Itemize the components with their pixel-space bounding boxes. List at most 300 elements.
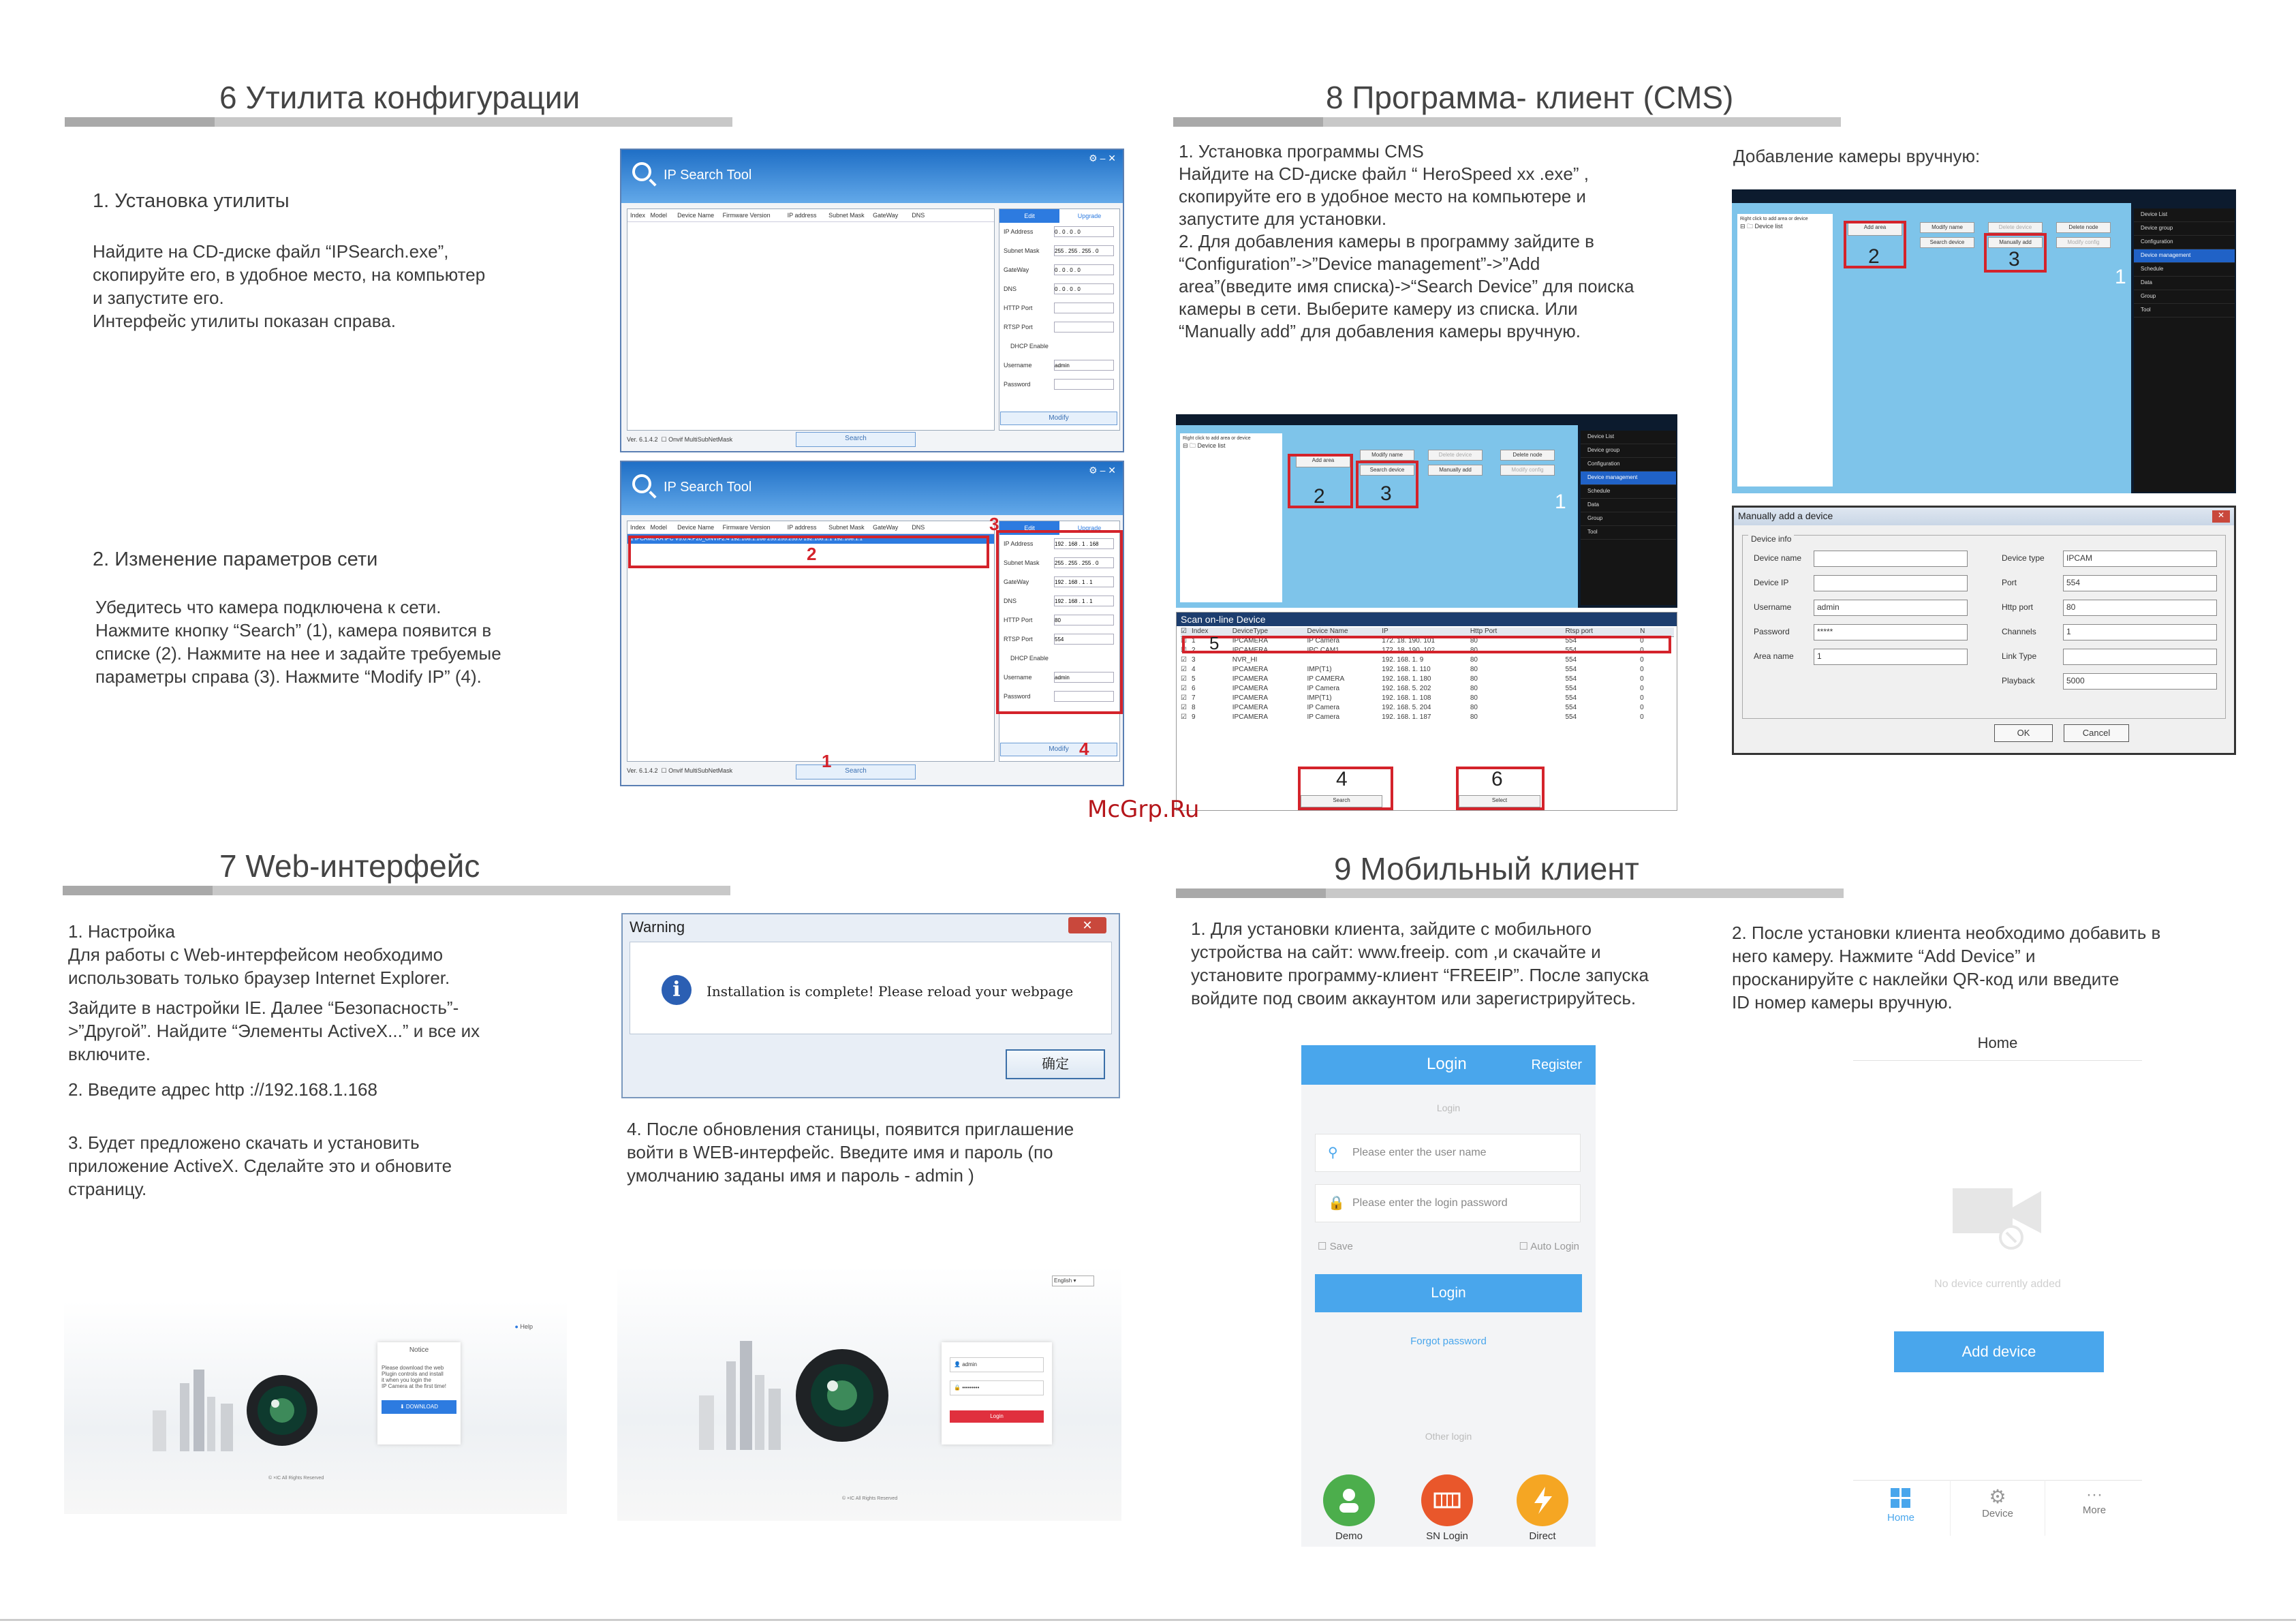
modify-name-button[interactable]: Modify name: [1920, 222, 1974, 233]
sn-login-label: SN Login: [1426, 1530, 1468, 1542]
field-input[interactable]: IPCAM: [2063, 551, 2217, 567]
column-header: IP: [1382, 628, 1389, 635]
field-row: [999, 280, 1119, 299]
search-icon: [632, 474, 651, 493]
table-cell: 0: [1640, 685, 1644, 692]
cms-sidebar-menu: [1581, 431, 1676, 605]
scan-select-button[interactable]: Select: [1459, 795, 1540, 807]
field-input[interactable]: 5000: [2063, 673, 2217, 690]
s6-step1-title: 1. Установка утилиты: [93, 190, 290, 212]
tab-register[interactable]: Register: [1531, 1057, 1582, 1072]
group-label: Device info: [1748, 534, 1794, 544]
field-input[interactable]: [1814, 551, 1968, 567]
field-input[interactable]: [1054, 283, 1114, 294]
field-label: RTSP Port: [1004, 636, 1033, 643]
mark-2: 2: [1868, 245, 1880, 268]
field-input[interactable]: [1814, 575, 1968, 591]
table-cell: 0: [1640, 704, 1644, 711]
window-controls[interactable]: ⚙ – ✕: [1089, 465, 1116, 476]
table-cell: 6: [1191, 685, 1196, 692]
table-row[interactable]: [1181, 704, 1674, 713]
window-controls[interactable]: ⚙ – ✕: [1089, 153, 1116, 164]
field-label: GateWay: [1004, 578, 1029, 585]
mark-4: 4: [1336, 768, 1348, 790]
s9-text-left: 1. Для установки клиента, зайдите с мобильного устройства на сайт: www.freeip. com ,и скачайте и установите программу-клиент “FREEIP”. После запуска войдите под своим аккаунтом или зарегистрируйтесь.: [1191, 918, 1649, 1008]
web-login-screen: [617, 1266, 1121, 1521]
field-input[interactable]: [1054, 303, 1114, 313]
ipsearch-title: IP Search Tool: [664, 480, 752, 495]
mark-6: 6: [1491, 768, 1503, 790]
dialog-title: Manually add a device: [1734, 508, 2234, 525]
mark-1: 1: [2115, 266, 2126, 288]
table-row[interactable]: [1181, 685, 1674, 694]
phone-home-screen: [1853, 1027, 2142, 1536]
table-cell: 0: [1640, 713, 1644, 721]
table-cell: 554: [1565, 713, 1577, 721]
table-cell: 192. 168. 1. 108: [1382, 694, 1431, 702]
tab-device[interactable]: ⚙ Device: [1950, 1480, 2045, 1536]
field-label: IP Address: [1004, 540, 1034, 547]
table-cell: IMP(T1): [1307, 666, 1332, 673]
tab-upgrade[interactable]: Upgrade: [1077, 213, 1102, 219]
add-area-button[interactable]: Add area: [1848, 222, 1902, 236]
menu-configuration[interactable]: Configuration: [2134, 236, 2235, 249]
password-field[interactable]: 🔒 Please enter the login password: [1315, 1184, 1581, 1222]
watermark: McGrp.Ru: [1087, 796, 1200, 823]
copyright: © ×IC All Rights Reserved: [842, 1496, 898, 1501]
s6-step2-body: Убедитесь что камера подключена к сети. Нажмите кнопку “Search” (1), камера появится в списке (2). Нажмите на нее и задайте требуемые параметры справа (3). Нажмите “Modify IP” (4).: [95, 597, 501, 687]
close-button[interactable]: ✕: [1068, 917, 1106, 933]
menu-configuration[interactable]: Configuration: [1581, 458, 1676, 472]
cms-main-area: [1732, 203, 2131, 493]
page-bottom-rule: [0, 1619, 2296, 1621]
table-cell: 1: [1191, 637, 1196, 645]
field-row: [999, 261, 1119, 280]
ipsearch-window-2: [620, 461, 1124, 786]
warning-body: [630, 942, 1112, 1034]
field-label: Username: [1754, 602, 1792, 612]
table-cell: IP Camera: [1307, 685, 1340, 692]
field-label: GateWay: [1004, 266, 1029, 273]
s6-step2-title: 2. Изменение параметров сети: [93, 548, 378, 570]
table-cell: 192. 168. 1. 9: [1382, 656, 1424, 664]
section-9-title: 9 Мобильный клиент: [1334, 851, 1639, 886]
table-cell: 554: [1565, 685, 1577, 692]
table-cell: 172. 18. 190. 101: [1382, 637, 1436, 645]
table-cell: 80: [1470, 656, 1478, 664]
field-label: HTTP Port: [1004, 617, 1033, 623]
table-cell: 172. 18. 190. 102: [1382, 647, 1436, 654]
user-icon: ⚲: [1328, 1145, 1338, 1160]
tab-login[interactable]: Login: [1427, 1055, 1467, 1073]
table-cell: [1307, 656, 1382, 666]
field-input[interactable]: 80: [2063, 600, 2217, 616]
notice-panel: Notice Please download the web Plugin controls and install it when you login the IP Camera at the first time! ⬇ DOWNLOAD: [377, 1342, 461, 1444]
row-checkbox: ☑: [1181, 704, 1187, 711]
table-row[interactable]: [1181, 666, 1674, 675]
search-device-button[interactable]: Search device: [1360, 465, 1414, 476]
field-label: Username: [1004, 674, 1032, 681]
login-section-label: Login: [1436, 1102, 1461, 1113]
table-cell: IPCAMERA: [1232, 675, 1269, 683]
field-row: [999, 318, 1119, 337]
table-cell: IP CAMERA: [1307, 675, 1345, 683]
tab-edit[interactable]: Edit: [999, 209, 1059, 223]
field-label: DNS: [1004, 285, 1017, 292]
ipsearch-title: IP Search Tool: [664, 168, 752, 183]
table-cell: 5: [1191, 675, 1196, 683]
table-cell: 0: [1640, 637, 1644, 645]
field-input[interactable]: admin: [1814, 600, 1968, 616]
table-cell: 192. 168. 1. 187: [1382, 713, 1431, 721]
table-cell: IPCAMERA: [1232, 637, 1269, 645]
search-device-button[interactable]: Search device: [1920, 237, 1974, 248]
field-label: IP Address: [1004, 228, 1034, 235]
table-cell: IP Camera: [1307, 637, 1340, 645]
modify-config-button[interactable]: Modify config: [1500, 465, 1555, 476]
menu-group[interactable]: Group: [1581, 512, 1676, 526]
field-input[interactable]: *****: [1814, 624, 1968, 640]
field-label: HTTP Port: [1004, 305, 1033, 311]
copyright: © ×IC All Rights Reserved: [268, 1476, 324, 1481]
table-cell: 554: [1565, 637, 1577, 645]
table-cell: 0: [1640, 647, 1644, 654]
tab-more[interactable]: ··· More: [2047, 1480, 2142, 1536]
field-label: Link Type: [2002, 651, 2037, 661]
search-button[interactable]: Search: [796, 432, 916, 447]
tab-upgrade[interactable]: Upgrade: [1077, 525, 1102, 531]
delete-node-button[interactable]: Delete node: [1500, 450, 1555, 461]
table-cell: 8: [1191, 704, 1196, 711]
menu-schedule[interactable]: Schedule: [2134, 263, 2235, 277]
field-input[interactable]: [1054, 245, 1114, 256]
more-icon: ···: [2086, 1485, 2103, 1504]
field-label: Device IP: [1754, 578, 1789, 587]
cms-device-management-2: [1732, 189, 2236, 493]
table-cell: 0: [1640, 656, 1644, 664]
table-row[interactable]: [1181, 656, 1674, 666]
manually-add-button[interactable]: Manually add: [1988, 237, 2043, 248]
camera-placeholder-icon: [1953, 1181, 2041, 1250]
ok-button[interactable]: OK: [1994, 724, 2053, 742]
mark-2: 2: [807, 544, 817, 564]
table-cell: IPCAMERA: [1232, 685, 1269, 692]
row-checkbox: ☑: [1181, 685, 1187, 692]
table-cell: 554: [1565, 656, 1577, 664]
mark-3: 3: [1380, 482, 1392, 505]
login-button[interactable]: Login: [950, 1410, 1044, 1423]
forgot-password-link[interactable]: Forgot password: [1410, 1335, 1487, 1347]
s8-manual-title: Добавление камеры вручную:: [1733, 146, 1981, 166]
mark-2: 2: [1314, 485, 1325, 508]
row-checkbox: ☑: [1181, 656, 1187, 664]
scan-header: ☑ Index DeviceType Device Name IP Http Port Rtsp port N: [1181, 628, 1674, 637]
table-cell: 554: [1565, 675, 1577, 683]
manually-add-dialog: [1732, 506, 2236, 755]
table-cell: IMP(T1): [1307, 694, 1332, 702]
version-label: Ver. 6.1.4.2 ☐ Onvif MultiSubNetMask: [627, 767, 733, 774]
table-cell: IPCAMERA: [1232, 704, 1269, 711]
edit-panel-1: [999, 208, 1120, 431]
field-row: [999, 356, 1119, 375]
field-label: Http port: [2002, 602, 2034, 612]
phone-login-screen: [1301, 1045, 1596, 1547]
menu-data[interactable]: Data: [1581, 499, 1676, 512]
username-field[interactable]: ⚲ Please enter the user name: [1315, 1134, 1581, 1172]
delete-device-button[interactable]: Delete device: [1988, 222, 2043, 233]
device-table[interactable]: [627, 208, 995, 431]
table-cell: 80: [1470, 675, 1478, 683]
table-cell: IP Camera: [1307, 704, 1340, 711]
table-cell: 80: [1470, 666, 1478, 673]
field-row: [999, 242, 1119, 261]
other-login-label: Other login: [1425, 1431, 1472, 1442]
search-icon: [632, 162, 651, 181]
modify-config-button[interactable]: Modify config: [2056, 237, 2111, 248]
table-cell: 3: [1191, 656, 1196, 664]
field-input[interactable]: [1054, 226, 1114, 237]
scan-title: Scan on-line Device: [1177, 613, 1677, 626]
auto-login-checkbox[interactable]: ☐ Auto Login: [1519, 1241, 1579, 1252]
highlight-5: [1182, 636, 1671, 653]
modify-button[interactable]: Modify: [1000, 743, 1117, 756]
section-7-title: 7 Web-интерфейс: [219, 848, 480, 884]
direct-icon[interactable]: [1517, 1474, 1568, 1526]
field-row: [999, 375, 1119, 395]
password-field[interactable]: 🔒 •••••••••: [950, 1380, 1044, 1395]
table-cell: 0: [1640, 666, 1644, 673]
column-header: Index: [1191, 628, 1209, 635]
s7-text-left: 1. Настройка Для работы с Web-интерфейсом необходимо использовать только браузер Internet Explorer. Зайдите в настройки IE. Далее “Безопасность”- >”Другой”. Найдите “Элементы ActiveX...” и все их включите. 2. Введите адрес http ://192.168.1.168 3. Будет предложено скачать и установить приложение ActiveX. Сделайте это и обновите страницу.: [68, 921, 480, 1199]
language-select[interactable]: English ▾: [1052, 1276, 1094, 1286]
table-row[interactable]: [1181, 675, 1674, 685]
username-field[interactable]: 👤 admin: [950, 1357, 1044, 1372]
menu-tool[interactable]: Tool: [2134, 304, 2235, 318]
field-row: [999, 337, 1119, 356]
s7-text-right: 4. После обновления станицы, появится приглашение войти в WEB-интерфейс. Введите имя и пароль (по умолчанию заданы имя и пароль - admin ): [627, 1119, 1074, 1186]
save-checkbox[interactable]: ☐ Save: [1318, 1241, 1353, 1252]
row-checkbox: ☑: [1181, 713, 1187, 721]
row-checkbox: ☑: [1181, 694, 1187, 702]
web-download-screen: [64, 1301, 567, 1514]
warning-message: Installation is complete! Please reload your webpage: [707, 983, 1074, 1000]
table-cell: 554: [1565, 694, 1577, 702]
table-cell: 80: [1470, 713, 1478, 721]
menu-data[interactable]: Data: [2134, 277, 2235, 290]
table-row[interactable]: [1181, 694, 1674, 704]
menu-schedule[interactable]: Schedule: [1581, 485, 1676, 499]
add-area-button[interactable]: Add area: [1296, 455, 1350, 467]
add-device-button[interactable]: Add device: [1894, 1331, 2104, 1372]
field-row: [999, 299, 1119, 318]
table-cell: 2: [1191, 647, 1196, 654]
menu-device-group[interactable]: Device group: [2134, 222, 2235, 236]
delete-device-button[interactable]: Delete device: [1428, 450, 1483, 461]
field-label: RTSP Port: [1004, 324, 1033, 330]
device-tree[interactable]: Right click to add area or device ⊟ 🗀 Device list: [1737, 214, 1833, 486]
table-cell: IPCAMERA: [1232, 666, 1269, 673]
field-label: Password: [1004, 693, 1031, 700]
row-checkbox: ☑: [1181, 637, 1187, 645]
login-header: [1301, 1045, 1596, 1085]
s9-text-right: 2. После установки клиента необходимо добавить в него камеру. Нажмите “Add Device” и просканируйте с наклейки QR-код или введите ID номер камеры вручную.: [1732, 923, 2161, 1013]
modify-button[interactable]: Modify: [1000, 412, 1117, 425]
menu-device-list[interactable]: Device List: [2134, 208, 2235, 222]
cms-sidebar-menu: [2134, 208, 2235, 492]
direct-label: Direct: [1529, 1530, 1556, 1542]
table-cell: IPCAMERA: [1232, 647, 1269, 654]
gear-icon: ⚙: [1989, 1486, 2006, 1507]
field-label: Port: [2002, 578, 2017, 587]
manually-add-button[interactable]: Manually add: [1428, 465, 1483, 476]
tab-edit[interactable]: Edit: [999, 521, 1059, 535]
ok-button[interactable]: 确定: [1006, 1049, 1105, 1079]
mark-1: 1: [822, 751, 832, 771]
cancel-button[interactable]: Cancel: [2064, 724, 2129, 742]
row-checkbox: ☑: [1181, 647, 1187, 654]
field-input[interactable]: [1054, 264, 1114, 275]
row-checkbox: ☑: [1181, 666, 1187, 673]
demo-icon[interactable]: [1323, 1474, 1375, 1526]
field-label: Device type: [2002, 553, 2045, 563]
mark-3: 3: [2008, 248, 2020, 270]
table-cell: 80: [1470, 694, 1478, 702]
sn-login-icon[interactable]: [1421, 1474, 1473, 1526]
field-label: Playback: [2002, 676, 2035, 685]
table-row[interactable]: [1181, 713, 1674, 723]
section-7-bar: [63, 886, 730, 895]
field-input[interactable]: [1054, 379, 1114, 390]
field-label: DNS: [1004, 598, 1017, 604]
table-cell: IPC CAM1: [1307, 647, 1339, 654]
mark-5: 5: [1209, 633, 1220, 653]
search-button[interactable]: Search: [796, 764, 916, 779]
column-header: Device Name: [1307, 628, 1348, 635]
section-8-title: 8 Программа- клиент (CMS): [1326, 80, 1734, 115]
table-cell: IPCAMERA: [1232, 694, 1269, 702]
city-skyline-graphic: [685, 1334, 910, 1457]
s6-step1-body: Найдите на CD-диске файл “IPSearch.exe”, скопируйте его, в удобное место, на компьютер и запустите его. Интерфейс утилиты показан справа.: [93, 241, 486, 331]
field-label: DHCP Enable: [1010, 655, 1049, 662]
table-cell: 7: [1191, 694, 1196, 702]
field-label: DHCP Enable: [1010, 343, 1049, 350]
login-panel: [942, 1342, 1052, 1444]
menu-device-list[interactable]: Device List: [1581, 431, 1676, 444]
download-button[interactable]: ⬇ DOWNLOAD: [382, 1400, 456, 1414]
column-header: DeviceType: [1232, 628, 1269, 635]
modify-name-button[interactable]: Modify name: [1360, 450, 1414, 461]
section-9-bar: [1176, 888, 1844, 898]
lock-icon: 🔒: [1328, 1196, 1345, 1211]
table-cell: 554: [1565, 666, 1577, 673]
table-cell: IP Camera: [1307, 713, 1340, 721]
field-label: Area name: [1754, 651, 1794, 661]
row-checkbox: ☑: [1181, 675, 1187, 683]
table-cell: 4: [1191, 666, 1196, 673]
warning-dialog: [621, 913, 1120, 1098]
table-cell: 192. 168. 1. 180: [1382, 675, 1431, 683]
grid-icon: [1891, 1488, 1911, 1509]
demo-label: Demo: [1335, 1530, 1363, 1542]
highlight-3: [996, 530, 1123, 714]
table-cell: 80: [1470, 647, 1478, 654]
column-header: Rtsp port: [1565, 628, 1594, 635]
table-cell: 554: [1565, 647, 1577, 654]
login-button[interactable]: Login: [1315, 1274, 1582, 1312]
field-row: [999, 223, 1119, 242]
menu-device-management[interactable]: Device management: [2134, 249, 2235, 263]
device-info-group: [1742, 535, 2226, 719]
field-label: Subnet Mask: [1004, 247, 1040, 254]
mark-1: 1: [1555, 491, 1566, 513]
table-cell: 554: [1565, 704, 1577, 711]
close-button[interactable]: ✕: [2212, 510, 2230, 523]
table-row[interactable]: 1 IPCAMERA IPC V5.0.4.P20_ONVIF2.4 192.168.1.168 255.255.255.0 192.168.1.1 192.168.1.1: [627, 534, 994, 544]
table-cell: IPCAMERA: [1232, 713, 1269, 721]
column-header: Http Port: [1470, 628, 1498, 635]
home-title: Home: [1977, 1034, 2018, 1051]
field-input[interactable]: [1054, 360, 1114, 371]
s8-text: 1. Установка программы CMS Найдите на CD-диске файл “ HeroSpeed xx .exe” , скопируйте его в удобное место на компьютере и запустите для установки. 2. Для добавления камеры в программу зайдите в “Configuration”->”Device management”->”Add area”(введите имя списка)->“Search Device” для поиска камеры в сети. Выберите камеру из списка. Или “Manually add” для добавления камеры вручную.: [1179, 141, 1634, 341]
table-cell: 9: [1191, 713, 1196, 721]
cms-device-management: [1176, 414, 1677, 608]
table-cell: 192. 168. 1. 110: [1382, 666, 1431, 673]
field-label: Channels: [2002, 627, 2036, 636]
help-link[interactable]: ● Help: [514, 1323, 533, 1330]
column-header: N: [1640, 628, 1645, 635]
table-cell: 192. 168. 5. 204: [1382, 704, 1431, 711]
field-input[interactable]: [2063, 649, 2217, 665]
menu-tool[interactable]: Tool: [1581, 526, 1676, 540]
ipsearch-window-1: [620, 149, 1124, 452]
menu-group[interactable]: Group: [2134, 290, 2235, 304]
menu-device-management[interactable]: Device management: [1581, 472, 1676, 485]
field-label: Device name: [1754, 553, 1802, 563]
section-6-bar: [65, 117, 732, 127]
field-label: Username: [1004, 362, 1032, 369]
menu-device-group[interactable]: Device group: [1581, 444, 1676, 458]
table-cell: 80: [1470, 685, 1478, 692]
field-label: Subnet Mask: [1004, 559, 1040, 566]
field-input[interactable]: 554: [2063, 575, 2217, 591]
field-label: Password: [1004, 381, 1031, 388]
device-tree[interactable]: Right click to add area or device ⊟ 🗀 Device list: [1180, 433, 1282, 602]
field-input[interactable]: 1: [1814, 649, 1968, 665]
table-cell: 80: [1470, 704, 1478, 711]
mark-3: 3: [989, 514, 999, 534]
scan-online-device: [1176, 612, 1677, 811]
delete-node-button[interactable]: Delete node: [2056, 222, 2111, 233]
city-skyline-graphic: [139, 1363, 343, 1458]
tab-home[interactable]: Home: [1853, 1480, 1949, 1536]
table-cell: 0: [1640, 694, 1644, 702]
table-cell: 0: [1640, 675, 1644, 683]
info-icon: i: [662, 975, 692, 1005]
field-input[interactable]: [1054, 322, 1114, 333]
table-header: Index Model Device Name Firmware Version IP address Subnet Mask GateWay DNS: [627, 209, 994, 222]
table-header: Index Model Device Name Firmware Version IP address Subnet Mask GateWay DNS: [627, 521, 994, 534]
scan-search-button[interactable]: Search: [1301, 795, 1382, 807]
warning-title: Warning: [630, 918, 685, 936]
mark-4: 4: [1079, 739, 1089, 759]
field-input[interactable]: 1: [2063, 624, 2217, 640]
field-label: Password: [1754, 627, 1790, 636]
cms-main-area: [1176, 425, 1578, 608]
section-6-title: 6 Утилита конфигурации: [219, 80, 580, 115]
empty-message: No device currently added: [1934, 1278, 2061, 1290]
table-cell: 192. 168. 5. 202: [1382, 685, 1431, 692]
version-label: Ver. 6.1.4.2 ☐ Onvif MultiSubNetMask: [627, 436, 733, 443]
